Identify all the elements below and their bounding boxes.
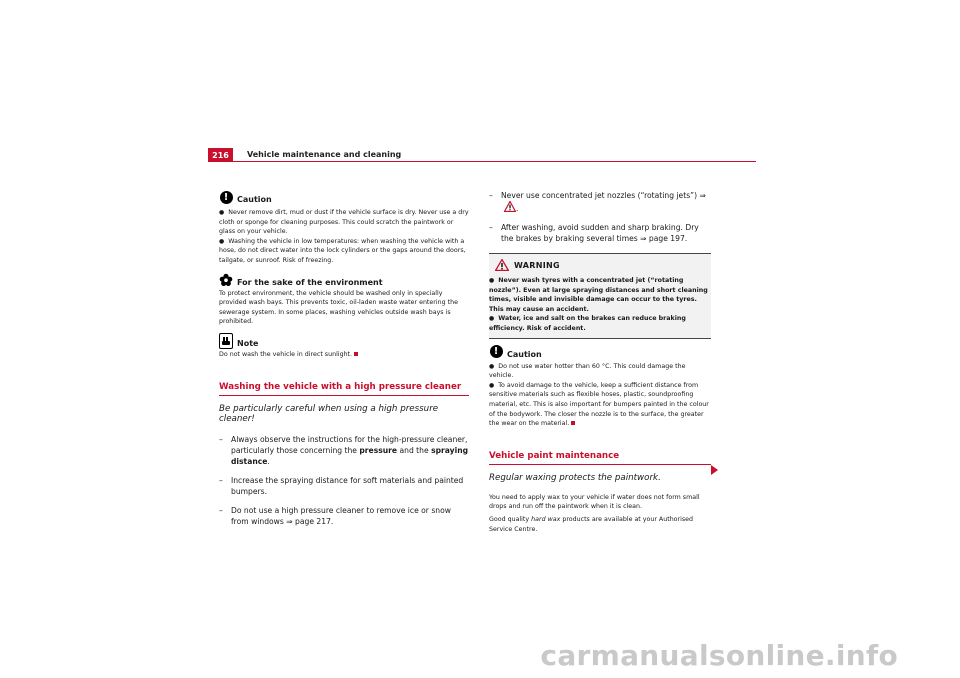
section-title: Vehicle paint maintenance: [489, 450, 620, 461]
caution-icon: !: [489, 345, 503, 359]
bullet-icon: ●: [489, 381, 495, 389]
bullet-icon: ●: [489, 362, 495, 370]
note-icon: [219, 334, 233, 348]
section-high-pressure: [219, 382, 469, 424]
body-paragraph: Good quality hard wax products are available at your Authorised Service Centre.: [489, 515, 694, 533]
note-block: [219, 334, 469, 360]
instruction-step: – Do not use a high pressure cleaner to remove ice or snow from windows ⇒ page 217.: [219, 505, 451, 526]
environment-text: To protect environment, the vehicle should be washed only in specially provided wash bays. This prevents toxic, oil-laden waste water entering the sewerage system. In some places, washing vehicles outside wash bays is prohibited.: [219, 289, 458, 326]
section-subtitle: Be particularly careful when using a high pressure cleaner!: [219, 403, 439, 424]
caution-heading: [219, 190, 469, 204]
environment-block: [219, 273, 469, 327]
bullet-icon: ●: [219, 209, 225, 216]
instruction-step: – Increase the spraying distance for soft materials and painted bumpers.: [219, 475, 464, 496]
caution-block: [489, 345, 711, 429]
header-rule: [208, 161, 756, 162]
next-page-arrow-icon[interactable]: [711, 465, 718, 475]
warning-bullet: ● Water, ice and salt on the brakes can reduce braking efficiency. Risk of accident.: [489, 315, 686, 332]
footer: [0, 638, 960, 678]
caution-heading: [489, 345, 711, 359]
note-label: Note: [237, 338, 259, 348]
caution-label: Caution: [507, 349, 542, 359]
warning-box: [489, 253, 711, 339]
instruction-step: – Never use concentrated jet nozzles (“rotating jets”) ⇒ .: [489, 191, 706, 213]
bullet-icon: ●: [489, 277, 495, 284]
warning-triangle-icon: [504, 201, 516, 212]
body-paragraph: You need to apply wax to your vehicle if water does not form small drops and run off the paintwork when it is clean.: [489, 493, 700, 511]
bullet-icon: ●: [219, 237, 225, 245]
end-of-section-mark: [354, 352, 358, 356]
caution-block: [219, 190, 469, 266]
caution-icon: !: [219, 190, 233, 204]
caution-bullet: ● Washing the vehicle in low temperatures: when washing the vehicle with a hose, do not direct water into the lock cylinders or the gaps around the doors, tailgate, or sunroof. Risk of freezing.: [219, 237, 466, 264]
caution-label: Caution: [237, 195, 272, 204]
warning-bullet: ● Never wash tyres with a concentrated jet (“rotating nozzle”). Even at large spraying distances and short cleaning times, visible and invisible damage can occur to the tyres. This may cause an accident.: [489, 277, 708, 313]
warning-triangle-icon: [495, 259, 509, 271]
end-of-section-mark: [571, 421, 575, 425]
note-text: Do not wash the vehicle in direct sunlight.: [219, 350, 469, 360]
instruction-step: – After washing, avoid sudden and sharp braking. Dry the brakes by braking several times ⇒ page 197.: [489, 223, 699, 243]
caution-bullet: ● Never remove dirt, mud or dust if the vehicle surface is dry. Never use a dry cloth or sponge for cleaning purposes. This could scratch the paintwork or glass on your vehicle.: [219, 209, 469, 236]
watermark: carmanualsonline.info: [540, 639, 898, 672]
section-rule: [219, 395, 469, 396]
section-paint-maintenance: [489, 451, 711, 483]
warning-heading: [489, 259, 711, 271]
caution-bullet: ● Do not use water hotter than 60 °C. This could damage the vehicle.: [489, 362, 686, 380]
page-number: [208, 148, 233, 162]
page-number-text: 216: [212, 150, 229, 160]
running-title: Vehicle maintenance and cleaning: [247, 150, 402, 159]
note-heading: [219, 334, 469, 348]
caution-bullet: ● To avoid damage to the vehicle, keep a sufficient distance from sensitive materials such as flexible hoses, plastic, soundproofing material, etc. This is also important for bumpers painted in the colour of the bodywork. The closer the nozzle is to the surface, the greater the wear on the material.: [489, 381, 709, 428]
section-subtitle: Regular waxing protects the paintwork.: [489, 472, 661, 483]
instruction-step: – Always observe the instructions for the high-pressure cleaner, particularly those concerning the pressure and the spraying distance.: [219, 434, 469, 466]
warning-label: WARNING: [514, 260, 560, 270]
environment-label: For the sake of the environment: [237, 277, 383, 287]
right-column: [489, 190, 711, 534]
section-title: Washing the vehicle with a high pressure cleaner: [219, 381, 462, 392]
environment-flower-icon: [219, 273, 233, 287]
environment-heading: [219, 273, 469, 287]
instruction-list: [219, 434, 469, 527]
section-rule: [489, 464, 711, 465]
left-column: [219, 188, 469, 527]
bullet-icon: ●: [489, 315, 495, 323]
